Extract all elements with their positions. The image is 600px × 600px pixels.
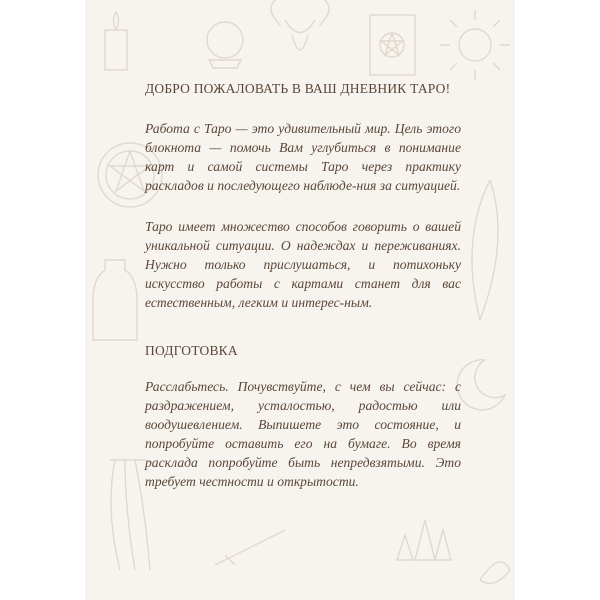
leaf-icon — [480, 562, 510, 583]
crescent-moon-icon — [457, 360, 505, 410]
preparation-paragraph: Расслабьтесь. Почувствуйте, с чем вы сейчас: с раздражением, усталостью, радостью или воодушевлением. Выпишете это состояние, и попробуйте оставить его на бумаге. Во время расклада попробуйте быть непредвзятыми. Это требует честности и открытости. — [145, 379, 461, 489]
sun-icon — [440, 10, 510, 80]
dagger-icon — [215, 530, 285, 565]
crystal-icon — [397, 520, 451, 560]
preparation-heading: ПОДГОТОВКА — [145, 343, 238, 358]
candle-icon — [105, 12, 127, 70]
ram-skull-icon — [271, 0, 329, 50]
journal-page — [85, 0, 515, 600]
crystal-ball-icon — [207, 22, 243, 68]
welcome-heading: ДОБРО ПОЖАЛОВАТЬ В ВАШ ДНЕВНИК ТАРО! — [145, 81, 451, 96]
feather-icon — [472, 180, 498, 320]
bottle-icon — [93, 260, 137, 340]
intro-paragraph-1: Работа с Таро — это удивительный мир. Цель этого блокнота — помочь Вам углубиться в понимание карт и самой системы Таро через практику раскладов и последующего наблюде-ния за ситуацией. — [145, 121, 461, 193]
pentacle-book-icon — [370, 15, 415, 75]
herb-bundle-icon — [110, 460, 150, 570]
intro-paragraph-2: Таро имеет множество способов говорить о вашей уникальной ситуации. О надеждах и переживаниях. Нужно только прислушаться, и потихоньку искусство работы с картами станет для вас естественным, легким и интерес-ным. — [145, 219, 461, 310]
